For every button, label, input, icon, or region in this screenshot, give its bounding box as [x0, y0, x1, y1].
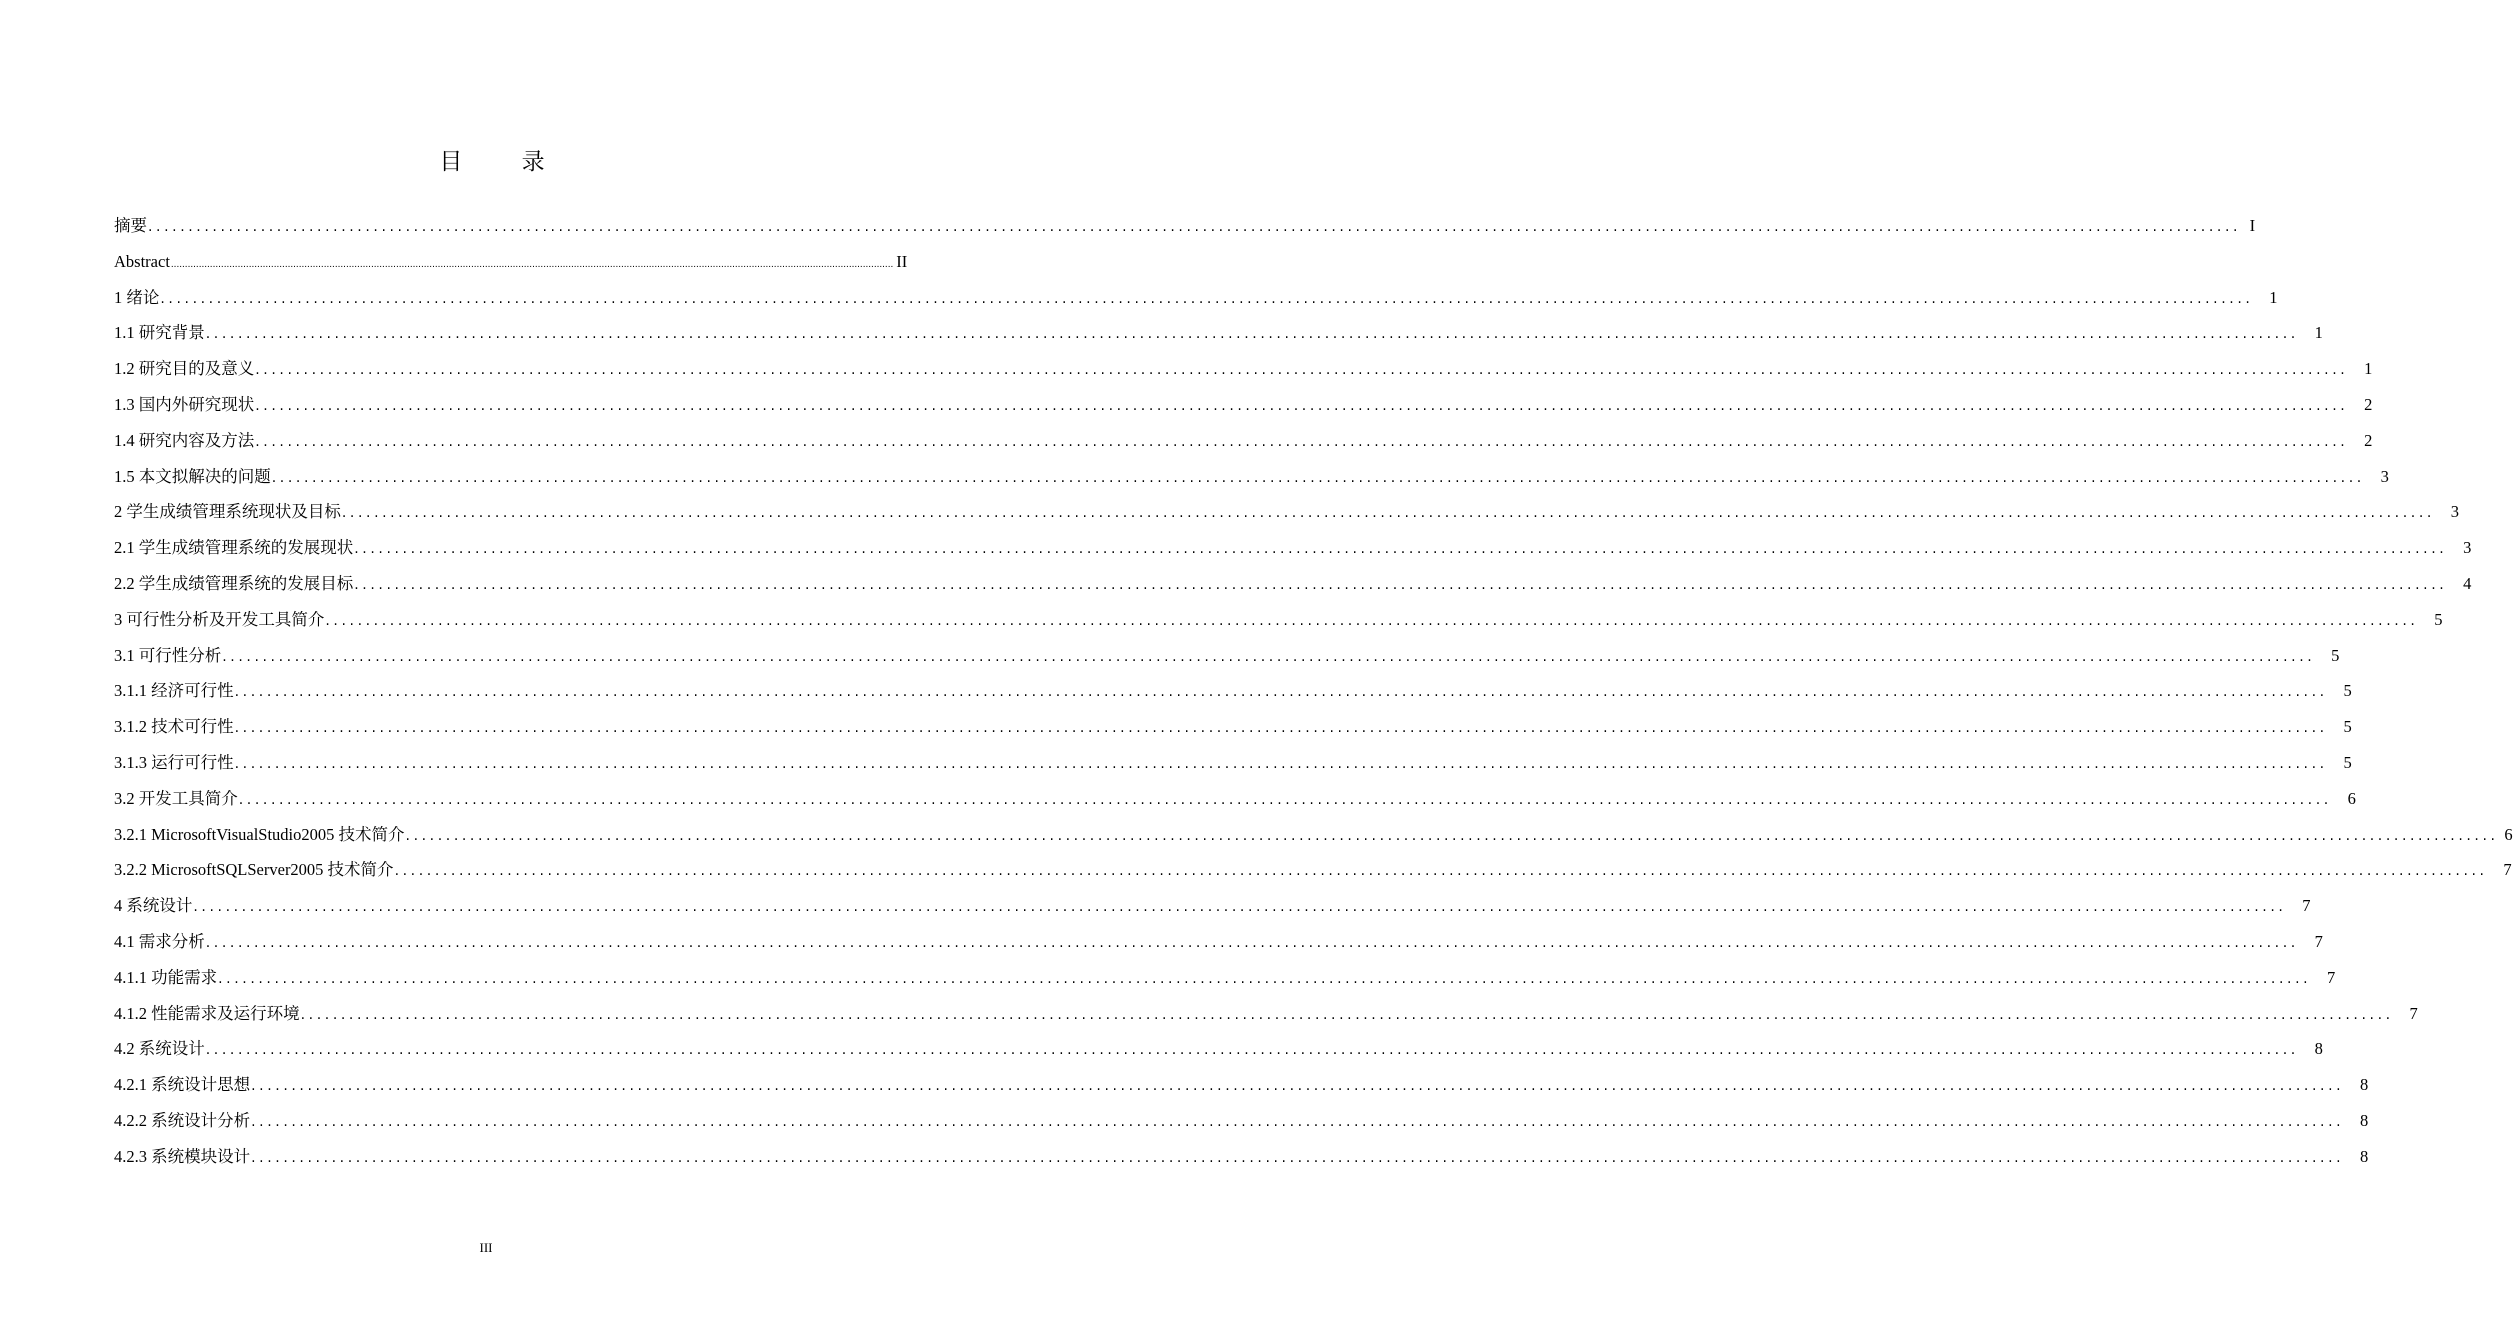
toc-dot-leader: ....................................................................................................................................................................................................................................................................: [160, 290, 2254, 307]
toc-entry-title: 4.2.2 系统设计分析: [114, 1110, 251, 1130]
toc-entry-title: 3.2.1 MicrosoftVisualStudio2005 技术简介: [114, 824, 405, 844]
toc-entry[interactable]: [114, 1031, 2323, 1067]
toc-dot-leader: ....................................................................................................................................................................................................................................................................: [300, 1006, 2394, 1023]
toc-entry-page-number: 4: [2463, 573, 2472, 593]
toc-entry[interactable]: [114, 494, 2459, 530]
toc-entry[interactable]: [114, 315, 2323, 351]
toc-entry-title: 4.1.1 功能需求: [114, 967, 218, 987]
toc-entry-title: 4 系统设计: [114, 896, 193, 916]
toc-dot-leader: ....................................................................................................................................................................................................................................................................: [354, 541, 2448, 558]
toc-dot-leader: ....................................................................................................................................................................................................................................................................: [255, 433, 2349, 450]
toc-entry[interactable]: [114, 208, 2256, 244]
toc-dot-leader: ....................................................................................................................................................................................................................................................................: [354, 576, 2448, 593]
toc-entry-title: 1.1 研究背景: [114, 323, 205, 343]
toc-dot-leader: ....................................................................................................................................................................................................................................................................: [405, 827, 2499, 844]
toc-entry-page-number: 7: [2503, 860, 2512, 880]
toc-entry-page-number: 5: [2343, 717, 2352, 737]
toc-entry[interactable]: [114, 1139, 2369, 1175]
toc-entry-title: 4.1.2 性能需求及运行环境: [114, 1003, 300, 1023]
toc-entry[interactable]: [114, 673, 2352, 709]
toc-dot-leader: ....................................................................................................................................................................................................................................................................: [205, 1042, 2299, 1059]
toc-entry-title: 4.2 系统设计: [114, 1039, 205, 1059]
toc-entry[interactable]: [114, 602, 2443, 638]
toc-entry-page-number: 2: [2364, 394, 2373, 414]
toc-dot-leader: ....................................................................................................................................................................................................................................................................: [234, 684, 2328, 701]
toc-entry[interactable]: [114, 1067, 2369, 1103]
toc-entry-page-number: 8: [2359, 1110, 2369, 1130]
toc-entry-page-number: 6: [2504, 824, 2513, 844]
toc-entry-title: Abstract: [114, 251, 170, 271]
toc-entry-title: 3.1.1 经济可行性: [114, 681, 234, 701]
toc-entry-page-number: 5: [2331, 645, 2340, 665]
toc-dot-leader: ....................................................................................................................................................................................................................................................................: [170, 258, 894, 270]
toc-entry-page-number: 1: [2314, 323, 2323, 343]
toc-entry-page-number: 5: [2434, 609, 2443, 629]
toc-entry[interactable]: [114, 638, 2340, 674]
toc-entry[interactable]: [114, 459, 2389, 495]
toc-dot-leader: ....................................................................................................................................................................................................................................................................: [238, 791, 2332, 808]
page-footer-number: III: [479, 1240, 493, 1255]
toc-entry-title: 2.1 学生成绩管理系统的发展现状: [114, 538, 354, 558]
toc-entry-page-number: 5: [2343, 752, 2352, 772]
toc-entry-page-number: 3: [2380, 466, 2389, 486]
toc-dot-leader: ....................................................................................................................................................................................................................................................................: [234, 755, 2328, 772]
toc-dot-leader: ....................................................................................................................................................................................................................................................................: [255, 362, 2349, 379]
toc-entry-page-number: 6: [2347, 788, 2356, 808]
toc-entry[interactable]: [114, 781, 2356, 817]
toc-entry[interactable]: [114, 423, 2373, 459]
toc-dot-leader: ....................................................................................................................................................................................................................................................................: [394, 863, 2488, 880]
toc-dot-leader: ....................................................................................................................................................................................................................................................................: [341, 505, 2435, 522]
toc-entry-title: 1.2 研究目的及意义: [114, 359, 255, 379]
toc-entry-page-number: 8: [2359, 1075, 2369, 1095]
toc-entry-title: 1.3 国内外研究现状: [114, 394, 255, 414]
toc-dot-leader: ....................................................................................................................................................................................................................................................................: [251, 1113, 2345, 1130]
toc-entry-title: 摘要: [114, 216, 147, 235]
toc-dot-leader: ....................................................................................................................................................................................................................................................................: [148, 219, 2242, 235]
page-title: 目 录: [439, 149, 571, 175]
toc-entry[interactable]: [114, 280, 2278, 316]
toc-entry-page-number: 8: [2314, 1039, 2323, 1059]
toc-entry-page-number: 1: [2269, 287, 2278, 307]
toc-entry-title: 1.5 本文拟解决的问题: [114, 466, 271, 486]
toc-entry-title: 3.1.2 技术可行性: [114, 717, 234, 737]
toc-entry-title: 3.2.2 MicrosoftSQLServer2005 技术简介: [114, 860, 394, 880]
toc-dot-leader: ....................................................................................................................................................................................................................................................................: [255, 397, 2349, 414]
toc-entry-title: 3.2 开发工具简介: [114, 788, 238, 808]
toc-dot-leader: ....................................................................................................................................................................................................................................................................: [205, 934, 2299, 951]
toc-entry[interactable]: [114, 745, 2352, 781]
toc-entry-page-number: 1: [2364, 359, 2373, 379]
toc-entry-title: 1.4 研究内容及方法: [114, 430, 255, 450]
toc-dot-leader: ....................................................................................................................................................................................................................................................................: [251, 1149, 2345, 1166]
table-of-contents: [114, 208, 2513, 1175]
toc-dot-leader: ....................................................................................................................................................................................................................................................................: [251, 1078, 2345, 1095]
toc-entry[interactable]: [114, 566, 2472, 602]
toc-entry-page-number: 7: [2302, 896, 2311, 916]
toc-dot-leader: ....................................................................................................................................................................................................................................................................: [205, 326, 2299, 343]
toc-entry[interactable]: [114, 817, 2513, 853]
toc-dot-leader: ....................................................................................................................................................................................................................................................................: [218, 970, 2312, 987]
toc-entry-title: 2.2 学生成绩管理系统的发展目标: [114, 573, 354, 593]
toc-entry-page-number: 7: [2314, 931, 2323, 951]
toc-dot-leader: ....................................................................................................................................................................................................................................................................: [325, 612, 2419, 629]
toc-entry[interactable]: [114, 351, 2373, 387]
toc-entry[interactable]: [114, 888, 2311, 924]
toc-entry-page-number: II: [896, 251, 908, 271]
toc-entry[interactable]: [114, 387, 2373, 423]
toc-entry-title: 3.1.3 运行可行性: [114, 752, 234, 772]
toc-entry-page-number: 8: [2359, 1146, 2369, 1166]
toc-entry-title: 4.2.3 系统模块设计: [114, 1146, 251, 1166]
toc-entry-page-number: 5: [2343, 681, 2352, 701]
toc-entry-page-number: 3: [2450, 502, 2459, 522]
toc-entry-title: 2 学生成绩管理系统现状及目标: [114, 502, 341, 522]
toc-entry-page-number: 2: [2364, 430, 2373, 450]
toc-entry-title: 4.1 需求分析: [114, 931, 205, 951]
toc-dot-leader: ....................................................................................................................................................................................................................................................................: [271, 469, 2365, 486]
toc-entry-page-number: 7: [2409, 1003, 2418, 1023]
toc-entry-page-number: 7: [2326, 967, 2336, 987]
toc-entry-page-number: 3: [2463, 538, 2472, 558]
toc-entry[interactable]: [114, 924, 2323, 960]
toc-dot-leader: ....................................................................................................................................................................................................................................................................: [234, 720, 2328, 737]
toc-entry[interactable]: [114, 244, 908, 280]
toc-entry[interactable]: [114, 530, 2472, 566]
toc-entry-title: 1 绪论: [114, 287, 160, 307]
toc-entry[interactable]: [114, 960, 2336, 996]
toc-entry-title: 3 可行性分析及开发工具简介: [114, 609, 325, 629]
toc-entry[interactable]: [114, 709, 2352, 745]
toc-entry[interactable]: [114, 996, 2418, 1032]
toc-entry-title: 3.1 可行性分析: [114, 645, 222, 665]
toc-entry[interactable]: [114, 1103, 2369, 1139]
toc-entry-title: 4.2.1 系统设计思想: [114, 1075, 251, 1095]
toc-dot-leader: ....................................................................................................................................................................................................................................................................: [222, 648, 2316, 665]
toc-dot-leader: ....................................................................................................................................................................................................................................................................: [193, 899, 2287, 916]
toc-entry[interactable]: [114, 852, 2512, 888]
toc-entry-page-number: I: [2249, 216, 2256, 235]
